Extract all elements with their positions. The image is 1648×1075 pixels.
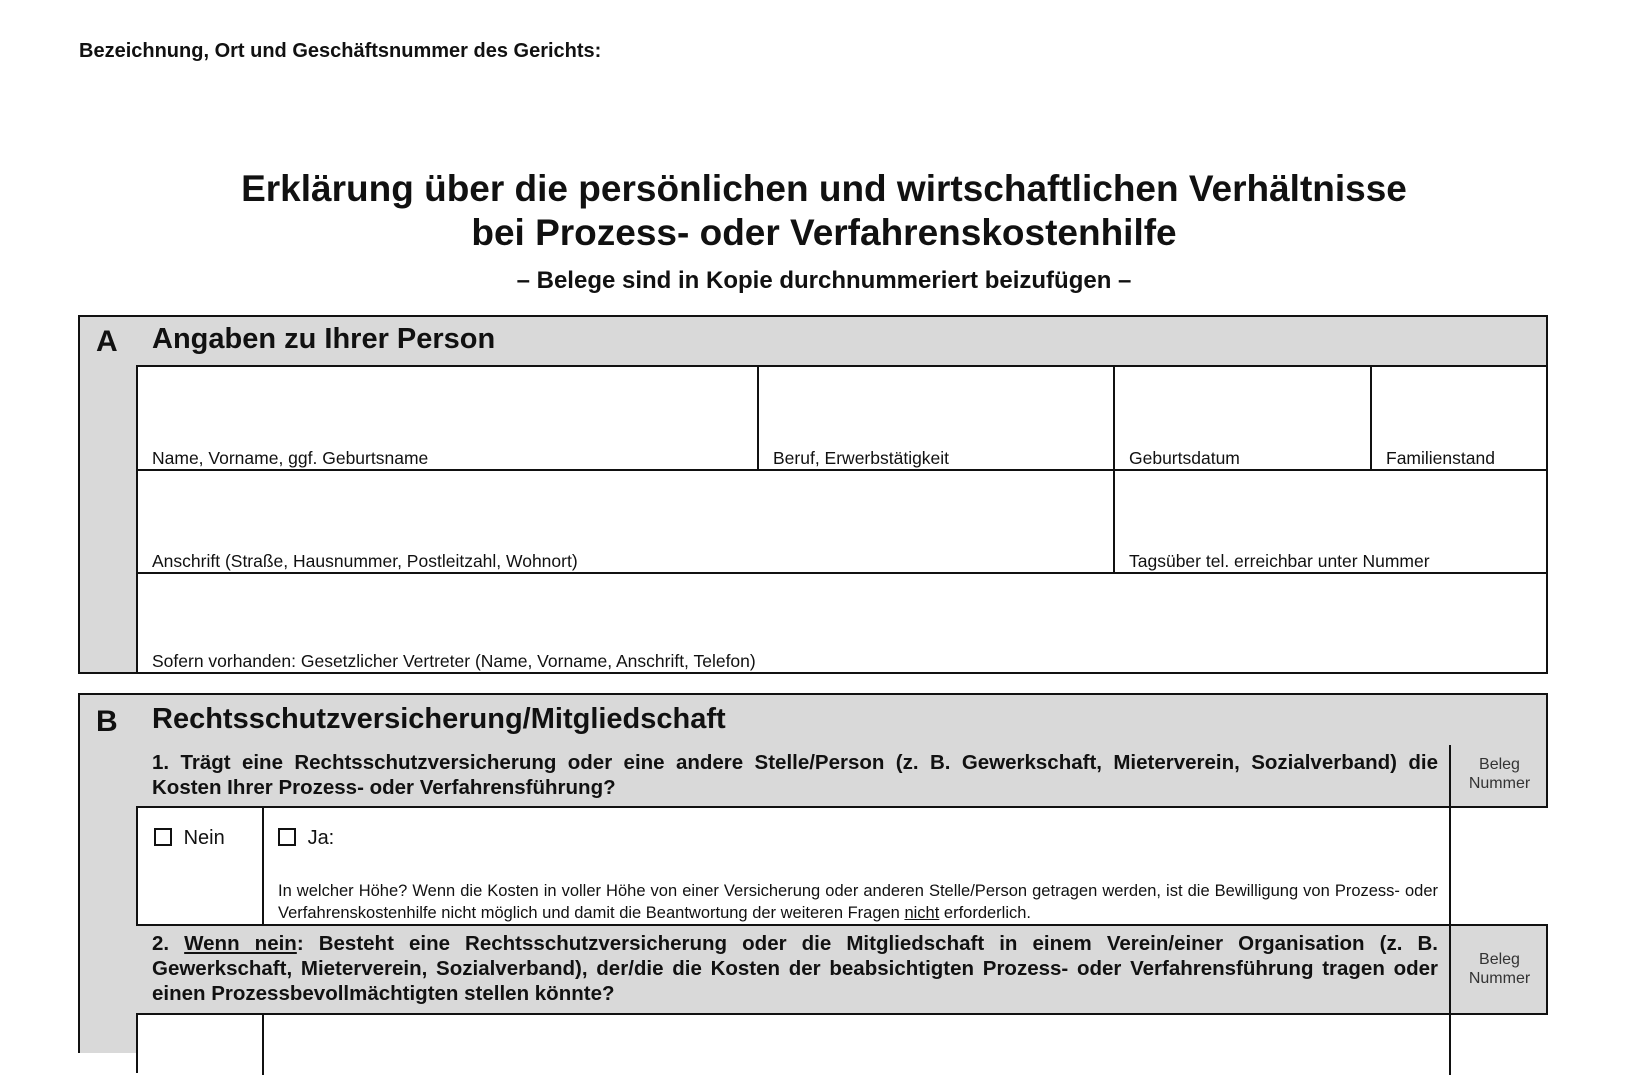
section-b-letter: B bbox=[96, 705, 118, 738]
ja-checkbox[interactable] bbox=[278, 828, 296, 846]
section-a-letter: A bbox=[96, 325, 118, 358]
telefon-field[interactable] bbox=[1115, 471, 1548, 574]
nein-option[interactable]: Nein bbox=[154, 827, 225, 850]
familienstand-field[interactable] bbox=[1372, 367, 1548, 471]
section-b-title: Rechtsschutzversicherung/Mitgliedschaft bbox=[152, 703, 726, 735]
form-subtitle: – Belege sind in Kopie durchnummeriert beizufügen – bbox=[516, 267, 1132, 294]
nein-checkbox[interactable] bbox=[154, 828, 172, 846]
question-1: 1. Trägt eine Rechtsschutzversicherung oder eine andere Stelle/Person (z. B. Gewerkschaft, Mieterverein, Sozialverband) die Kosten Ihrer Prozess- oder Verfahrensführung? bbox=[152, 751, 1438, 799]
answer-row-1 bbox=[136, 806, 1548, 926]
vertreter-label: Sofern vorhanden: Gesetzlicher Vertreter (Name, Vorname, Anschrift, Telefon) bbox=[152, 651, 756, 671]
question-2: 2. Wenn nein: Besteht eine Rechtsschutzversicherung oder die Mitgliedschaft in einem Verein/einer Organisation (z. B. Gewerkschaft, Mieterverein, Sozialverband), der/die die Kosten der beabsichtigten Prozess- oder Verfahrensführung tragen oder einen Prozessbevollmächtigten stellen könnte? bbox=[152, 932, 1438, 1005]
section-a-title: Angaben zu Ihrer Person bbox=[152, 323, 496, 355]
name-label: Name, Vorname, ggf. Geburtsname bbox=[152, 448, 429, 468]
vertreter-field[interactable] bbox=[138, 574, 1548, 674]
section-b bbox=[78, 693, 1548, 1053]
form-title-line1: Erklärung über die persönlichen und wirtschaftlichen Verhältnisse bbox=[241, 168, 1407, 209]
ja-option[interactable]: Ja: bbox=[278, 827, 334, 850]
beruf-label: Beruf, Erwerbstätigkeit bbox=[773, 448, 950, 468]
geburtsdatum-label: Geburtsdatum bbox=[1129, 448, 1240, 468]
question-1-note: In welcher Höhe? Wenn die Kosten in voller Höhe von einer Versicherung oder anderen Stelle/Person getragen werden, ist die Bewilligung von Prozess- oder Verfahrenskostenhilfe nicht möglich und damit die Beantwortung der weiteren Fragen nicht erforderlich. bbox=[278, 882, 1438, 922]
name-field[interactable] bbox=[138, 367, 759, 471]
anschrift-field[interactable] bbox=[138, 471, 1115, 574]
court-label: Bezeichnung, Ort und Geschäftsnummer des Gerichts: bbox=[79, 40, 602, 62]
section-a bbox=[78, 315, 1548, 674]
anschrift-label: Anschrift (Straße, Hausnummer, Postleitzahl, Wohnort) bbox=[152, 551, 578, 571]
beleg-label-2: Beleg Nummer bbox=[1468, 951, 1531, 987]
form-title-line2: bei Prozess- oder Verfahrenskostenhilfe bbox=[471, 212, 1177, 253]
answer-row-2 bbox=[136, 1013, 1548, 1073]
telefon-label: Tagsüber tel. erreichbar unter Nummer bbox=[1129, 551, 1430, 571]
beleg-label-1: Beleg Nummer bbox=[1468, 756, 1531, 792]
geburtsdatum-field[interactable] bbox=[1115, 367, 1372, 471]
personal-data-grid bbox=[136, 365, 1548, 674]
beruf-field[interactable] bbox=[759, 367, 1115, 471]
familienstand-label: Familienstand bbox=[1386, 448, 1495, 468]
